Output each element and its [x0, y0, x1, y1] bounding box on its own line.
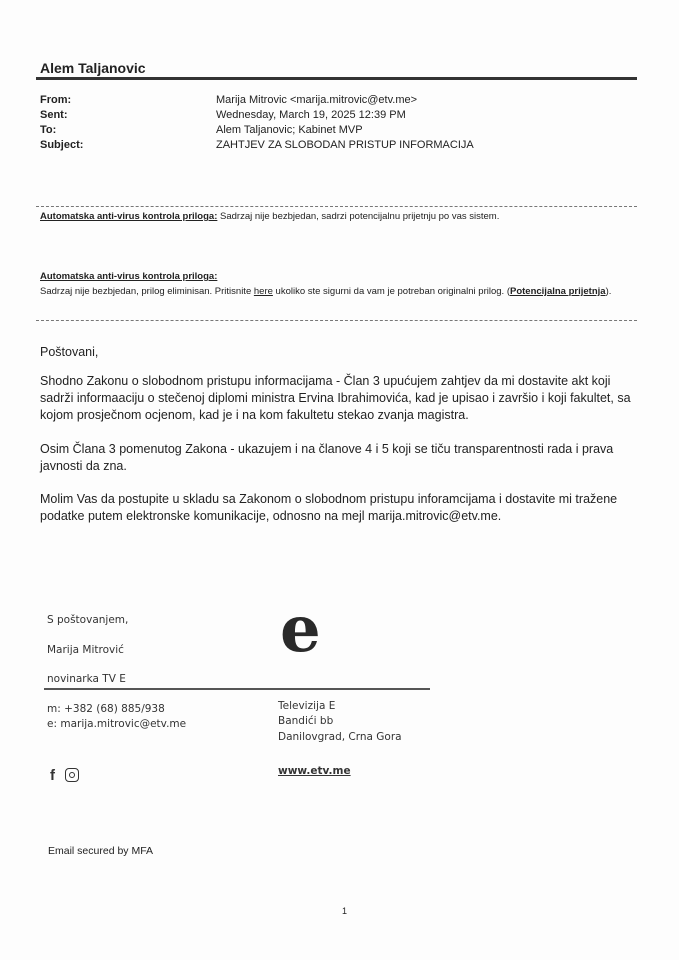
- mailbox-owner: Alem Taljanovic: [40, 60, 146, 76]
- facebook-icon[interactable]: f: [50, 767, 55, 784]
- org-name: Televizija E: [278, 700, 336, 712]
- to-label: To:: [40, 124, 57, 136]
- to-value: Alem Taljanovic; Kabinet MVP: [216, 124, 363, 136]
- sent-value: Wednesday, March 19, 2025 12:39 PM: [216, 109, 406, 121]
- paragraph-1: Shodno Zakonu o slobodnom pristupu informacijama - Član 3 upućujem zahtjev da mi dostavite akt koji sadrži informaaciju o stečenoj diplomi ministra Ervina Ibrahimovića, kad je upisao i završio i koji fakultet, sa kojom prosječnom ocjenom, kad je i na kom fakultetu stekao zvanja magistra.: [40, 374, 631, 422]
- antivirus-text: ukoliko ste sigurni da vam je potreban originalni prilog. (: [272, 286, 510, 297]
- divider: [36, 206, 637, 207]
- email[interactable]: e: marija.mitrovic@etv.me: [47, 718, 187, 730]
- threat-link[interactable]: Potencijalna prijetnja: [510, 286, 606, 297]
- antivirus-text: Sadrzaj nije bezbjedan, prilog eliminisan. Pritisnite: [40, 286, 254, 297]
- header-rule: [36, 77, 637, 80]
- signature-rule: [44, 688, 430, 690]
- from-label: From:: [40, 94, 72, 106]
- divider: [36, 320, 637, 321]
- org-city: Danilovgrad, Crna Gora: [278, 731, 402, 743]
- sender-role: novinarka TV E: [47, 673, 126, 685]
- antivirus-text: ).: [605, 286, 612, 297]
- paragraph-2: Osim Člana 3 pomenutog Zakona - ukazujem i na članove 4 i 5 koji se tiču transparentnosti rada i prava javnosti da zna.: [40, 442, 614, 473]
- closing: S poštovanjem,: [47, 614, 129, 626]
- sent-label: Sent:: [40, 109, 68, 121]
- subject-label: Subject:: [40, 139, 84, 151]
- antivirus-label: Automatska anti-virus kontrola priloga:: [40, 211, 218, 222]
- greeting: Poštovani,: [40, 345, 99, 359]
- antivirus-label-2: Automatska anti-virus kontrola priloga:: [40, 271, 218, 282]
- website-link[interactable]: www.etv.me: [278, 765, 351, 777]
- phone: m: +382 (68) 885/938: [47, 703, 165, 715]
- antivirus-notice-1: [40, 211, 499, 222]
- paragraph-3: Molim Vas da postupite u skladu sa Zakonom o slobodnom pristupu inforamcijama i dostavite mi tražene podatke putem elektronske komunikacije, odnosno na mejl marija.mitrovic@etv.me.: [40, 492, 618, 523]
- instagram-icon[interactable]: [65, 768, 79, 782]
- org-street: Bandići bb: [278, 715, 334, 727]
- antivirus-text: Sadrzaj nije bezbjedan, sadrzi potencijalnu prijetnju po vas sistem.: [217, 211, 500, 222]
- sender-name: Marija Mitrović: [47, 644, 124, 656]
- page-number: 1: [342, 906, 348, 916]
- antivirus-notice-2: [40, 285, 640, 299]
- here-link[interactable]: here: [253, 286, 273, 297]
- mfa-note: Email secured by MFA: [48, 845, 154, 857]
- subject-value: ZAHTJEV ZA SLOBODAN PRISTUP INFORMACIJA: [216, 139, 474, 151]
- tv-e-logo: e: [280, 592, 321, 667]
- from-value: Marija Mitrovic <marija.mitrovic@etv.me>: [216, 94, 418, 106]
